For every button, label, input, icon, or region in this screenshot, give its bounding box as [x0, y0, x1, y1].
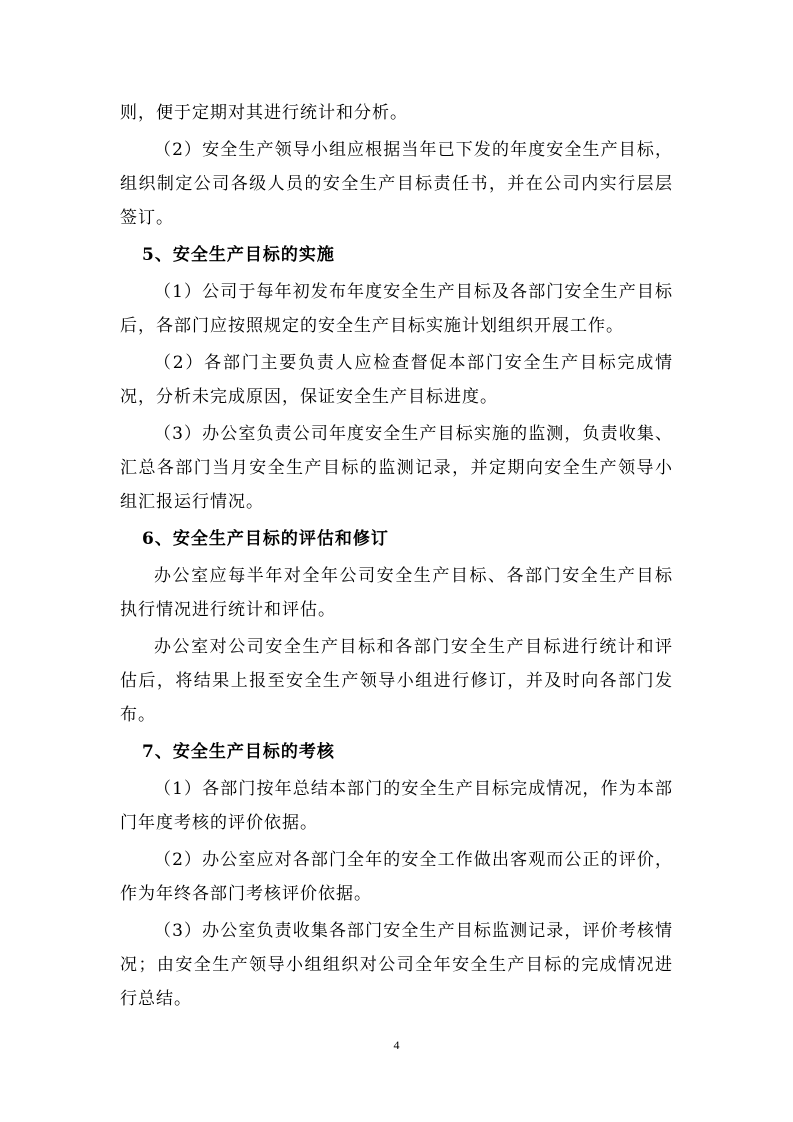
paragraph-6-2: 办公室对公司安全生产目标和各部门安全生产目标进行统计和评估后，将结果上报至安全生产领导小组进行修订，并及时向各部门发布。	[120, 637, 673, 725]
section-heading-5: 5、安全生产目标的实施	[142, 245, 335, 265]
section-heading-6: 6、安全生产目标的评估和修订	[142, 529, 389, 549]
paragraph-target-responsibility: （2）安全生产领导小组应根据当年已下发的年度安全生产目标，组织制定公司各级人员的安全生产目标责任书，并在公司内实行层层签订。	[120, 140, 673, 228]
paragraph-5-3: （3）办公室负责公司年度安全生产目标实施的监测，负责收集、汇总各部门当月安全生产目标的监测记录，并定期向安全生产领导小组汇报运行情况。	[120, 424, 673, 512]
paragraph-6-1: 办公室应每半年对全年公司安全生产目标、各部门安全生产目标执行情况进行统计和评估。	[120, 566, 673, 620]
paragraph-5-2: （2）各部门主要负责人应检查督促本部门安全生产目标完成情况，分析未完成原因，保证安全生产目标进度。	[120, 353, 673, 407]
paragraph-7-2: （2）办公室应对各部门全年的安全工作做出客观而公正的评价，作为年终各部门考核评价依据。	[120, 850, 673, 904]
paragraph-7-1: （1）各部门按年总结本部门的安全生产目标完成情况，作为本部门年度考核的评价依据。	[120, 779, 673, 833]
section-heading-7: 7、安全生产目标的考核	[142, 742, 335, 762]
paragraph-continuation: 则，便于定期对其进行统计和分析。	[120, 103, 408, 123]
page-number: 4	[393, 1038, 400, 1052]
document-body	[120, 96, 673, 1019]
paragraph-7-3: （3）办公室负责收集各部门安全生产目标监测记录，评价考核情况；由安全生产领导小组组织对公司全年安全生产目标的完成情况进行总结。	[120, 921, 673, 1009]
paragraph-5-1: （1）公司于每年初发布年度安全生产目标及各部门安全生产目标后，各部门应按照规定的安全生产目标实施计划组织开展工作。	[120, 282, 673, 336]
